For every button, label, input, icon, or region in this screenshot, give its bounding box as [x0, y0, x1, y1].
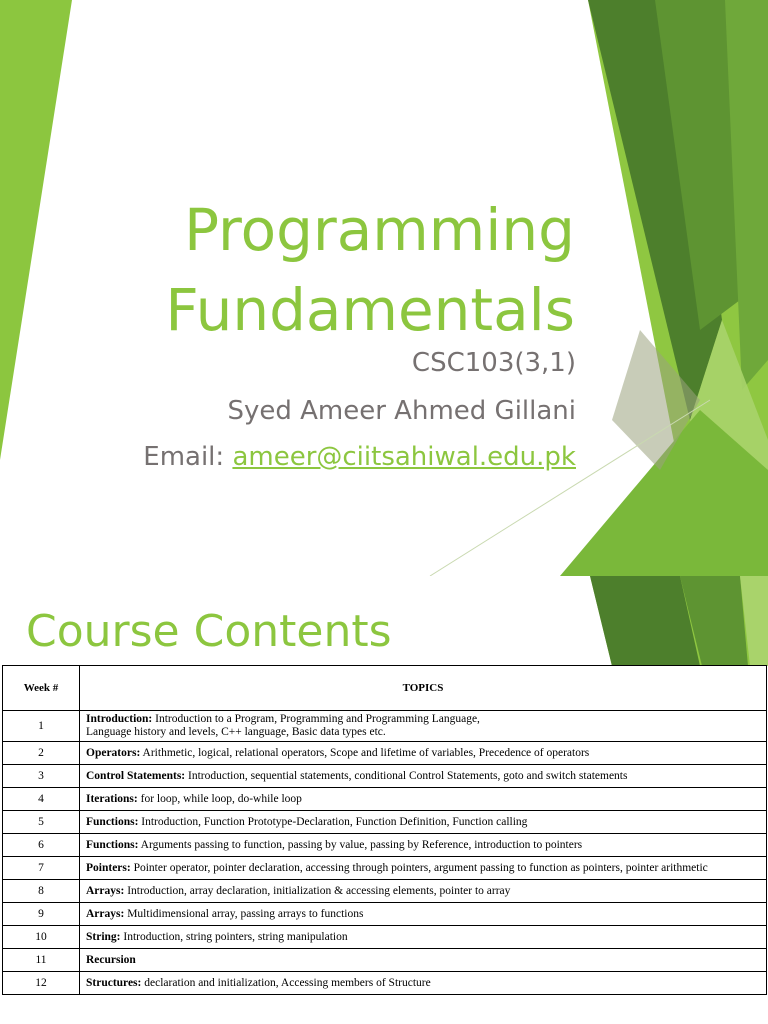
topic-heading: Recursion: [86, 953, 136, 966]
left-green-triangle: [0, 0, 72, 460]
topic-heading: Arrays:: [86, 907, 125, 920]
title-line-2: Fundamentals: [165, 276, 575, 344]
table-row: [3, 857, 767, 880]
table-row: [3, 972, 767, 995]
topic-cell: [80, 788, 767, 811]
course-contents-slide: [0, 576, 768, 1024]
topic-heading: Functions:: [86, 838, 139, 851]
table-row: [3, 711, 767, 742]
instructor-name: Syed Ameer Ahmed Gillani: [227, 396, 576, 426]
table-row: [3, 834, 767, 857]
topic-cell: [80, 811, 767, 834]
topic-heading: Arrays:: [86, 884, 125, 897]
topic-heading: Iterations:: [86, 792, 138, 805]
email-line: [143, 440, 576, 474]
week-number: 5: [3, 811, 80, 834]
week-number: 12: [3, 972, 80, 995]
topic-cell: [80, 903, 767, 926]
topic-text: declaration and initialization, Accessing members of Structure: [144, 976, 431, 989]
week-header: Week #: [3, 666, 80, 711]
title-line-1: Programming: [184, 196, 575, 264]
topic-heading: String:: [86, 930, 121, 943]
topic-heading: Pointers:: [86, 861, 131, 874]
topic-text: Introduction to a Program, Programming and Programming Language,: [155, 713, 480, 725]
topic-heading: Introduction:: [86, 713, 153, 725]
topic-text-line2: Language history and levels, C++ language, Basic data types etc.: [86, 726, 386, 738]
contents-title: Course Contents: [26, 606, 392, 657]
slide-title: [165, 190, 575, 350]
topics-header: TOPICS: [80, 666, 767, 711]
topic-text: Arithmetic, logical, relational operators, Scope and lifetime of variables, Precedence of operators: [142, 746, 590, 759]
table-row: [3, 903, 767, 926]
topics-table: [2, 665, 767, 995]
topic-heading: Functions:: [86, 815, 139, 828]
week-number: 4: [3, 788, 80, 811]
topic-cell: [80, 857, 767, 880]
table-header-row: [3, 666, 767, 711]
table-row: [3, 742, 767, 765]
topic-cell: [80, 926, 767, 949]
table-row: [3, 880, 767, 903]
week-number: 1: [3, 711, 80, 742]
topic-text: Arguments passing to function, passing by value, passing by Reference, introduction to pointers: [140, 838, 583, 851]
email-label: Email:: [143, 442, 225, 472]
topic-text: Introduction, string pointers, string manipulation: [123, 930, 348, 943]
table-row: [3, 926, 767, 949]
week-number: 3: [3, 765, 80, 788]
week-number: 9: [3, 903, 80, 926]
email-link[interactable]: ameer@ciitsahiwal.edu.pk: [232, 442, 576, 472]
week-number: 11: [3, 949, 80, 972]
topic-cell: [80, 880, 767, 903]
table-row: [3, 788, 767, 811]
topic-cell: [80, 742, 767, 765]
week-number: 6: [3, 834, 80, 857]
topic-text: for loop, while loop, do-while loop: [140, 792, 302, 805]
topic-text: Multidimensional array, passing arrays to functions: [127, 907, 364, 920]
table-row: [3, 765, 767, 788]
topic-cell: [80, 834, 767, 857]
topic-text: Pointer operator, pointer declaration, accessing through pointers, argument passing to function as pointers, pointer arithmetic: [133, 861, 708, 874]
topic-text: Introduction, sequential statements, conditional Control Statements, goto and switch statements: [188, 769, 628, 782]
week-number: 2: [3, 742, 80, 765]
topic-text: Introduction, Function Prototype-Declaration, Function Definition, Function calling: [141, 815, 528, 828]
topic-cell: [80, 949, 767, 972]
table-row: [3, 949, 767, 972]
week-number: 7: [3, 857, 80, 880]
topic-cell: [80, 765, 767, 788]
topic-heading: Operators:: [86, 746, 141, 759]
topic-heading: Structures:: [86, 976, 142, 989]
week-number: 8: [3, 880, 80, 903]
topic-cell: [80, 972, 767, 995]
table-row: [3, 811, 767, 834]
topic-heading: Control Statements:: [86, 769, 186, 782]
course-code: CSC103(3,1): [411, 348, 576, 378]
topic-cell: [80, 711, 767, 742]
topic-text: Introduction, array declaration, initialization & accessing elements, pointer to array: [127, 884, 511, 897]
week-number: 10: [3, 926, 80, 949]
